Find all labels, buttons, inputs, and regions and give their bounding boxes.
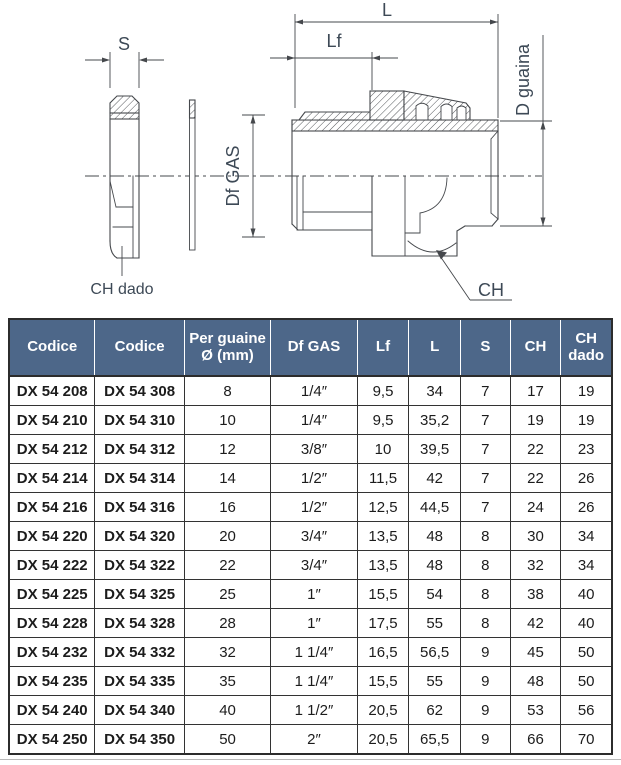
table-row — [10, 522, 611, 551]
table-cell: 50 — [577, 643, 595, 661]
table-cell: 50 — [577, 672, 595, 690]
table-cell: 42 — [511, 609, 562, 637]
fitting-section-view — [292, 91, 498, 256]
table-row — [10, 725, 611, 753]
dim-s-label: S — [117, 34, 131, 54]
table-row — [10, 435, 611, 464]
table-cell: DX 54 225 — [10, 580, 95, 608]
table-cell: 19 — [511, 406, 562, 434]
table-cell: 40 — [577, 585, 595, 603]
column-header: Per guaine Ø (mm) — [185, 320, 271, 375]
table-cell: 39,5 — [409, 435, 461, 463]
table-cell: 12 — [185, 435, 271, 463]
table-cell: DX 54 216 — [10, 493, 95, 521]
table-cell: 9,5 — [358, 377, 410, 405]
table-cell: 13,5 — [358, 522, 410, 550]
table-cell: 1 1/2″ — [271, 696, 357, 724]
column-header: CH — [511, 320, 562, 375]
table-cell: 22 — [511, 435, 562, 463]
table-row — [10, 377, 611, 406]
column-header: Codice — [95, 320, 184, 375]
table-header-row — [10, 320, 611, 377]
table-cell: 9,5 — [358, 406, 410, 434]
table-cell: 56,5 — [409, 638, 461, 666]
table-cell: 9 — [461, 667, 511, 695]
table-cell: DX 54 210 — [10, 406, 95, 434]
table-row — [10, 667, 611, 696]
table-cell: 17 — [511, 377, 562, 405]
column-header: Df GAS — [271, 320, 357, 375]
dim-s — [85, 34, 164, 88]
table-cell: 34 — [409, 377, 461, 405]
table-cell: 24 — [511, 493, 562, 521]
table-cell: 28 — [185, 609, 271, 637]
table-cell: 8 — [461, 580, 511, 608]
table-row — [10, 493, 611, 522]
table-cell: 32 — [511, 551, 562, 579]
table-cell: 1″ — [271, 609, 357, 637]
table-cell: DX 54 228 — [10, 609, 95, 637]
table-cell: 16,5 — [358, 638, 410, 666]
table-cell: DX 54 325 — [95, 580, 184, 608]
table-cell: 35,2 — [409, 406, 461, 434]
table-cell: 2″ — [271, 725, 357, 753]
column-header: Lf — [358, 320, 410, 375]
table-cell: 1 1/4″ — [271, 638, 357, 666]
table-row — [10, 580, 611, 609]
table-cell: DX 54 328 — [95, 609, 184, 637]
table-cell: 22 — [511, 464, 562, 492]
table-cell: 48 — [409, 551, 461, 579]
table-cell: 48 — [409, 522, 461, 550]
ch-label: CH — [478, 280, 504, 300]
table-cell: 40 — [185, 696, 271, 724]
spec-table — [8, 318, 613, 755]
table-cell: 44,5 — [409, 493, 461, 521]
table-cell: 7 — [461, 406, 511, 434]
table-cell: DX 54 208 — [10, 377, 95, 405]
table-cell: 19 — [577, 382, 595, 400]
table-cell: 40 — [577, 614, 595, 632]
table-cell: 23 — [577, 440, 595, 458]
table-cell: DX 54 310 — [95, 406, 184, 434]
table-row — [10, 406, 611, 435]
table-cell: DX 54 350 — [95, 725, 184, 753]
table-cell: 10 — [185, 406, 271, 434]
table-row — [10, 464, 611, 493]
table-cell: DX 54 222 — [10, 551, 95, 579]
table-cell: 25 — [185, 580, 271, 608]
table-cell: DX 54 240 — [10, 696, 95, 724]
dim-l-label: L — [381, 0, 393, 20]
table-cell: 50 — [185, 725, 271, 753]
table-row — [10, 696, 611, 725]
table-cell: 53 — [511, 696, 562, 724]
table-cell: DX 54 314 — [95, 464, 184, 492]
table-cell: DX 54 312 — [95, 435, 184, 463]
table-cell: 42 — [409, 464, 461, 492]
table-cell: DX 54 322 — [95, 551, 184, 579]
column-header: Codice — [10, 320, 95, 375]
table-cell: 54 — [409, 580, 461, 608]
bottom-rule — [0, 759, 621, 760]
table-cell: 7 — [461, 493, 511, 521]
table-cell: 8 — [461, 551, 511, 579]
table-cell: 15,5 — [358, 580, 410, 608]
table-cell: 14 — [185, 464, 271, 492]
table-cell: DX 54 320 — [95, 522, 184, 550]
table-body — [10, 377, 611, 753]
table-cell: 55 — [409, 609, 461, 637]
table-cell: 35 — [185, 667, 271, 695]
washer-side-view — [190, 100, 196, 250]
dim-d-guaina-label: D guaina — [513, 43, 533, 117]
table-row — [10, 638, 611, 667]
table-cell: 8 — [461, 609, 511, 637]
table-cell: 19 — [577, 411, 595, 429]
table-cell: DX 54 332 — [95, 638, 184, 666]
column-header: S — [461, 320, 511, 375]
table-cell: 12,5 — [358, 493, 410, 521]
table-cell: 7 — [461, 377, 511, 405]
dim-df-gas-label: Df GAS — [223, 145, 243, 207]
table-cell: DX 54 232 — [10, 638, 95, 666]
table-cell: 30 — [511, 522, 562, 550]
ch-dado-label: CH dado — [90, 281, 154, 298]
table-cell: DX 54 335 — [95, 667, 184, 695]
table-cell: 55 — [409, 667, 461, 695]
table-cell: 9 — [461, 638, 511, 666]
table-cell: 8 — [461, 522, 511, 550]
table-cell: 56 — [577, 701, 595, 719]
table-cell: 1/2″ — [271, 493, 357, 521]
table-cell: 70 — [577, 730, 595, 748]
table-cell: 22 — [185, 551, 271, 579]
table-row — [10, 551, 611, 580]
table-cell: 15,5 — [358, 667, 410, 695]
table-cell: DX 54 214 — [10, 464, 95, 492]
table-cell: 65,5 — [409, 725, 461, 753]
nut-side-view — [110, 96, 139, 258]
table-cell: 20,5 — [358, 696, 410, 724]
dim-lf-label: Lf — [326, 31, 342, 51]
table-row — [10, 609, 611, 638]
table-cell: DX 54 340 — [95, 696, 184, 724]
dim-d-guaina — [500, 35, 552, 226]
table-cell: 10 — [358, 435, 410, 463]
table-cell: 48 — [511, 667, 562, 695]
table-cell: 20,5 — [358, 725, 410, 753]
table-cell: 26 — [577, 498, 595, 516]
table-cell: 66 — [511, 725, 562, 753]
table-cell: 26 — [577, 469, 595, 487]
table-cell: 9 — [461, 725, 511, 753]
table-cell: 62 — [409, 696, 461, 724]
table-cell: 38 — [511, 580, 562, 608]
table-cell: 3/4″ — [271, 551, 357, 579]
table-cell: 7 — [461, 435, 511, 463]
table-cell: 13,5 — [358, 551, 410, 579]
table-cell: 3/8″ — [271, 435, 357, 463]
table-cell: DX 54 316 — [95, 493, 184, 521]
table-cell: 34 — [577, 527, 595, 545]
table-cell: 1/4″ — [271, 406, 357, 434]
table-cell: 9 — [461, 696, 511, 724]
table-cell: 16 — [185, 493, 271, 521]
table-cell: 32 — [185, 638, 271, 666]
table-cell: DX 54 212 — [10, 435, 95, 463]
table-cell: DX 54 235 — [10, 667, 95, 695]
table-cell: 7 — [461, 464, 511, 492]
column-header: CH dado — [568, 329, 605, 364]
table-cell: 1/4″ — [271, 377, 357, 405]
table-cell: 17,5 — [358, 609, 410, 637]
label-ch — [436, 250, 512, 300]
table-cell: 3/4″ — [271, 522, 357, 550]
table-cell: 11,5 — [358, 464, 410, 492]
table-cell: 34 — [577, 556, 595, 574]
table-cell: 20 — [185, 522, 271, 550]
table-cell: DX 54 308 — [95, 377, 184, 405]
technical-drawing — [0, 0, 621, 315]
column-header: L — [409, 320, 461, 375]
dim-lf — [270, 31, 398, 90]
table-cell: 1/2″ — [271, 464, 357, 492]
label-ch-dado — [90, 246, 153, 298]
table-cell: DX 54 250 — [10, 725, 95, 753]
table-cell: 8 — [185, 377, 271, 405]
table-cell: DX 54 220 — [10, 522, 95, 550]
table-cell: 1 1/4″ — [271, 667, 357, 695]
table-cell: 45 — [511, 638, 562, 666]
table-cell: 1″ — [271, 580, 357, 608]
